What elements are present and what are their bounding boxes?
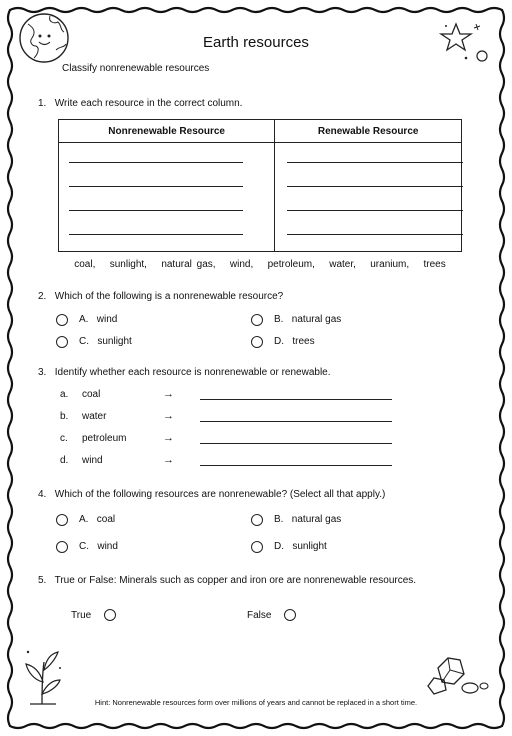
classification-table — [58, 119, 462, 252]
question-number: 1. — [38, 98, 47, 109]
option-c-label: C. sunlight — [79, 336, 132, 347]
item-c-letter: c. — [60, 433, 68, 444]
arrow-icon: → — [163, 432, 174, 444]
word-bank-item: trees — [423, 259, 446, 270]
question-text: Write each resource in the correct column. — [54, 98, 243, 109]
question-4 — [38, 489, 385, 500]
answer-line[interactable] — [287, 162, 463, 163]
item-b-letter: b. — [60, 411, 69, 422]
word-bank-item: uranium, — [370, 259, 410, 270]
true-label: True — [71, 610, 92, 621]
nonrenewable-answer-cell[interactable] — [59, 143, 275, 252]
radio-option-d[interactable] — [251, 336, 263, 348]
word-bank-item: coal, — [74, 259, 96, 270]
question-1 — [38, 98, 242, 109]
answer-line[interactable] — [69, 234, 243, 235]
word-bank-item: water, — [329, 259, 356, 270]
answer-line[interactable] — [287, 186, 463, 187]
word-bank-item: natural gas, — [161, 259, 216, 270]
word-bank — [58, 259, 462, 270]
option-a-label: A. coal — [79, 514, 116, 525]
word-bank-item: sunlight, — [109, 259, 147, 270]
renewable-answer-cell[interactable] — [275, 143, 462, 252]
question-text: True or False: Minerals such as copper and iron ore are nonrenewable resources. — [54, 575, 417, 586]
question-number: 4. — [38, 489, 47, 500]
question-number: 2. — [38, 291, 47, 302]
hint-text: Hint: Nonrenewable resources form over millions of years and cannot be replaced in a short time. — [94, 698, 418, 707]
radio-option-b[interactable] — [251, 314, 263, 326]
item-b-label: water — [82, 411, 107, 422]
question-2 — [38, 291, 283, 302]
word-bank-item: petroleum, — [267, 259, 315, 270]
option-b-label: B. natural gas — [274, 514, 342, 525]
option-b-label: B. natural gas — [274, 314, 342, 325]
question-text: Which of the following is a nonrenewable resource? — [54, 291, 284, 302]
page-subtitle: Classify nonrenewable resources — [62, 63, 210, 74]
checkbox-option-b[interactable] — [251, 514, 263, 526]
arrow-icon: → — [163, 388, 174, 400]
radio-option-a[interactable] — [56, 314, 68, 326]
radio-true[interactable] — [104, 609, 116, 621]
page-title: Earth resources — [203, 34, 309, 51]
option-a-label: A. wind — [79, 314, 118, 325]
answer-line[interactable] — [69, 162, 243, 163]
arrow-icon: → — [163, 410, 174, 422]
answer-line[interactable] — [287, 210, 463, 211]
column-header-renewable: Renewable Resource — [275, 120, 462, 143]
checkbox-option-d[interactable] — [251, 541, 263, 553]
rocks-icon — [424, 652, 494, 698]
false-label: False — [247, 610, 272, 621]
item-a-letter: a. — [60, 389, 69, 400]
answer-line[interactable] — [200, 465, 392, 466]
option-d-label: D. trees — [274, 336, 315, 347]
option-c-label: C. wind — [79, 541, 118, 552]
answer-line[interactable] — [200, 399, 392, 400]
answer-line[interactable] — [69, 210, 243, 211]
question-5 — [38, 575, 416, 586]
option-d-label: D. sunlight — [274, 541, 327, 552]
sprout-plant-icon — [20, 640, 70, 706]
radio-option-c[interactable] — [56, 336, 68, 348]
checkbox-option-c[interactable] — [56, 541, 68, 553]
answer-line[interactable] — [200, 421, 392, 422]
radio-false[interactable] — [284, 609, 296, 621]
word-bank-item: wind, — [229, 259, 254, 270]
item-c-label: petroleum — [82, 433, 127, 444]
answer-line[interactable] — [69, 186, 243, 187]
question-text: Identify whether each resource is nonrenewable or renewable. — [54, 367, 331, 378]
item-a-label: coal — [82, 389, 101, 400]
answer-line[interactable] — [287, 234, 463, 235]
arrow-icon: → — [163, 454, 174, 466]
column-header-nonrenewable: Nonrenewable Resource — [59, 120, 275, 143]
item-d-label: wind — [82, 455, 103, 466]
answer-line[interactable] — [200, 443, 392, 444]
checkbox-option-a[interactable] — [56, 514, 68, 526]
question-3 — [38, 367, 331, 378]
question-number: 3. — [38, 367, 47, 378]
item-d-letter: d. — [60, 455, 69, 466]
question-text: Which of the following resources are nonrenewable? (Select all that apply.) — [54, 489, 386, 500]
question-number: 5. — [38, 575, 47, 586]
